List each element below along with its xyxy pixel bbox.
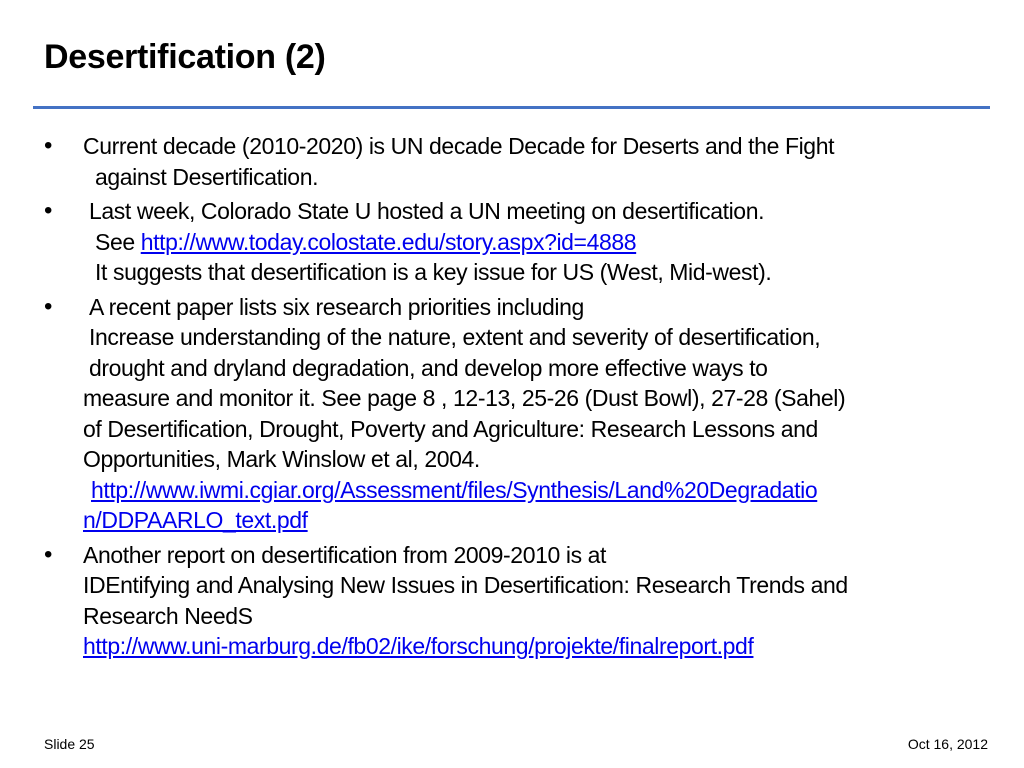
iwmi-link-part-2[interactable]: n/DDPAARLO_text.pdf (83, 507, 308, 533)
bullet-icon: • (44, 132, 53, 159)
slide-number: Slide 25 (44, 736, 95, 752)
iwmi-link-part-1[interactable]: http://www.iwmi.cgiar.org/Assessment/files/Synthesis/Land%20Degradatio (91, 476, 818, 503)
bullet-text-line: Research NeedS (83, 602, 253, 629)
bullet-text-line (83, 631, 984, 662)
bullet-item-colorado (44, 196, 984, 288)
bullet-text-line: IDEntifying and Analysing New Issues in Desertification: Research Trends and (83, 572, 848, 598)
bullet-text-line: against Desertification. (95, 163, 319, 190)
bullet-icon: • (44, 197, 53, 224)
bullet-icon: • (44, 540, 53, 568)
slide-body (44, 131, 984, 666)
bullet-text-line: measure and monitor it. See page 8 , 12-13, 25-26 (Dust Bowl), 27-28 (Sahel) (83, 385, 846, 411)
see-prefix: See (95, 228, 141, 255)
bullet-text-line: Last week, Colorado State U hosted a UN meeting on desertification. (89, 198, 765, 224)
bullet-text-line: A recent paper lists six research priorities including (89, 293, 584, 320)
bullet-text-line (83, 505, 984, 536)
bullet-text-line (83, 475, 984, 506)
bullet-text-line (83, 227, 984, 258)
bullet-text-line: of Desertification, Drought, Poverty and Agriculture: Research Lessons and (83, 415, 818, 442)
bullet-text-line: Another report on desertification from 2009-2010 is at (83, 541, 607, 568)
bullet-text-line: drought and dryland degradation, and develop more effective ways to (89, 354, 768, 381)
bullet-icon: • (44, 292, 53, 320)
bullet-item-research-priorities (44, 292, 984, 536)
slide-title: Desertification (2) (44, 38, 326, 76)
bullet-text-line: It suggests that desertification is a key issue for US (West, Mid-west). (95, 259, 772, 285)
bullet-item-decade (44, 131, 984, 192)
marburg-link[interactable]: http://www.uni-marburg.de/fb02/ike/forschung/projekte/finalreport.pdf (83, 633, 754, 659)
bullet-text-line: Current decade (2010-2020) is UN decade Decade for Deserts and the Fight (83, 133, 835, 159)
bullet-text-line: Increase understanding of the nature, extent and severity of desertification, (89, 324, 821, 350)
title-divider (33, 106, 990, 109)
slide-date: Oct 16, 2012 (907, 736, 988, 752)
bullet-text-line: Opportunities, Mark Winslow et al, 2004. (83, 446, 480, 472)
bullet-item-another-report (44, 540, 984, 662)
colostate-link[interactable]: http://www.today.colostate.edu/story.aspx?id=4888 (140, 228, 637, 255)
